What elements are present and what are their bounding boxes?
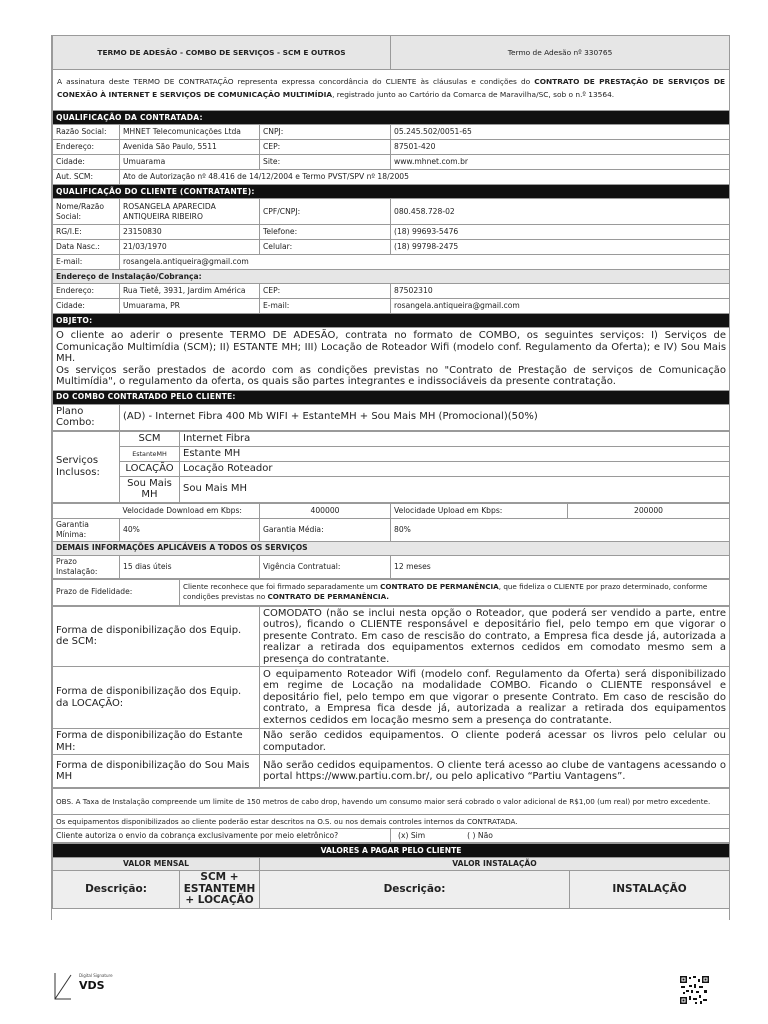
label: Endereço: bbox=[53, 140, 120, 155]
label: Nome/Razão Social: bbox=[53, 199, 120, 225]
label: Vigência Contratual: bbox=[260, 555, 391, 578]
option-sim[interactable]: (x) Sim bbox=[398, 830, 426, 840]
label: Prazo Instalação: bbox=[53, 555, 120, 578]
fidelidade-text: Cliente reconhece que foi firmado separadamente um CONTRATO DE PERMANÊNCIA, que fideliza o CLIENTE por prazo determinado, conforme condições previstas no CONTRATO DE PERMANÊNCIA. bbox=[180, 579, 730, 605]
plano-label: Plano Combo: bbox=[53, 404, 120, 430]
notes-table bbox=[52, 788, 730, 843]
label: Razão Social: bbox=[53, 125, 120, 140]
service-name: Estante MH bbox=[180, 446, 730, 461]
label: RG/I.E: bbox=[53, 225, 120, 240]
intro-paragraph: A assinatura deste TERMO DE CONTRATAÇÃO representa expressa concordância do CLIENTE às cláusulas e condições do CONTRATO DE PRESTAÇÃO DE SERVIÇOS DE CONEXÃO À INTERNET E SERVIÇOS DE COMUNICAÇÃO MULTIMÍDIA, registrado junto ao Cartório da Comarca de Maravilha/SC, sob o n.º 13564. bbox=[53, 70, 730, 111]
signature-frame-icon bbox=[53, 971, 73, 1001]
aut-scm: Ato de Autorização nº 48.416 de 14/12/2004 e Termo PVST/SPV nº 18/2005 bbox=[120, 170, 730, 185]
vel-upload: 200000 bbox=[568, 503, 730, 518]
services-table bbox=[52, 431, 730, 503]
service-code: Sou Mais MH bbox=[120, 476, 180, 502]
label: Garantia Média: bbox=[260, 518, 391, 541]
servicos-label: Serviços Inclusos: bbox=[53, 431, 120, 502]
cliente-nascimento: 21/03/1970 bbox=[120, 240, 260, 255]
term-number: Termo de Adesão nº 330765 bbox=[391, 36, 730, 70]
contract-document bbox=[51, 35, 730, 920]
label: Endereço: bbox=[53, 284, 120, 299]
section-demais: DEMAIS INFORMAÇÕES APLICÁVEIS A TODOS OS SERVIÇOS bbox=[53, 541, 730, 555]
option-nao[interactable]: ( ) Não bbox=[467, 830, 493, 840]
contratada-site: www.mhnet.com.br bbox=[391, 155, 730, 170]
cliente-telefone: (18) 99693-5476 bbox=[391, 225, 730, 240]
garantia-minima: 40% bbox=[120, 518, 260, 541]
service-name: Internet Fibra bbox=[180, 431, 730, 446]
vds-brand: VDS bbox=[79, 979, 105, 992]
service-name: Locação Roteador bbox=[180, 461, 730, 476]
label: E-mail: bbox=[260, 299, 391, 314]
valor-instalacao-header: VALOR INSTALAÇÃO bbox=[260, 858, 730, 871]
scm-label: Forma de disponibilização dos Equip. de SCM: bbox=[53, 606, 260, 667]
soumais-label: Forma de disponibilização do Sou Mais MH bbox=[53, 755, 260, 788]
label: Aut. SCM: bbox=[53, 170, 120, 185]
locacao-label: Forma de disponibilização dos Equip. da LOCAÇÃO: bbox=[53, 667, 260, 729]
cliente-nome: ROSANGELA APARECIDA ANTIQUEIRA RIBEIRO bbox=[120, 199, 260, 225]
estante-text: Não serão cedidos equipamentos. O cliente poderá acessar os livros pelo celular ou computador. bbox=[260, 729, 730, 755]
objeto-text: O cliente ao aderir o presente TERMO DE ADESÃO, contrata no formato de COMBO, os seguintes serviços: I) Serviços de Comunicação Multimídia (SCM); II) ESTANTE MH; III) Locação de Roteador Wifi (modelo conf. Regulamento da Oferta); e IV) Sou Mais MH. Os serviços serão prestados de acordo com as condições previstas no "Contrato de Prestação de serviços de Comunicação Multimídia", o regulamento da oferta, os quais são partes integrantes e indissociáveis da presente contratação. bbox=[53, 328, 730, 391]
fidelidade-table bbox=[52, 579, 730, 606]
label: Data Nasc.: bbox=[53, 240, 120, 255]
qr-code-icon bbox=[680, 976, 709, 1004]
label: E-mail: bbox=[53, 255, 120, 270]
label: Velocidade Upload em Kbps: bbox=[391, 503, 568, 518]
document-title: TERMO DE ADESÃO - COMBO DE SERVIÇOS - SCM E OUTROS bbox=[53, 36, 391, 70]
cobranca-options bbox=[391, 829, 730, 843]
service-code: LOCAÇÃO bbox=[120, 461, 180, 476]
label: Celular: bbox=[260, 240, 391, 255]
combo-description: SCM + ESTANTEMH + LOCAÇÃO bbox=[180, 871, 260, 909]
descricao-mensal: Descrição: bbox=[53, 871, 180, 909]
instalacao-cidade: Umuarama, PR bbox=[120, 299, 260, 314]
equipment-table bbox=[52, 606, 730, 789]
contratada-endereco: Avenida São Paulo, 5511 bbox=[120, 140, 260, 155]
cliente-email: rosangela.antiqueira@gmail.com bbox=[120, 255, 730, 270]
valor-mensal-header: VALOR MENSAL bbox=[53, 858, 260, 871]
plano-combo: (AD) - Internet Fibra 400 Mb WIFI + EstanteMH + Sou Mais MH (Promocional)(50%) bbox=[120, 404, 730, 430]
cliente-rg: 23150830 bbox=[120, 225, 260, 240]
section-combo: DO COMBO CONTRATADO PELO CLIENTE: bbox=[53, 390, 730, 404]
cliente-cpf: 080.458.728-02 bbox=[391, 199, 730, 225]
cnpj: 05.245.502/0051-65 bbox=[391, 125, 730, 140]
section-instalacao: Endereço de Instalação/Cobrança: bbox=[53, 270, 730, 284]
cobranca-label: Cliente autoriza o envio da cobrança exclusivamente por meio eletrônico? bbox=[53, 829, 391, 843]
contratada-cep: 87501-420 bbox=[391, 140, 730, 155]
vigencia: 12 meses bbox=[391, 555, 730, 578]
label: CEP: bbox=[260, 284, 391, 299]
estante-label: Forma de disponibilização do Estante MH: bbox=[53, 729, 260, 755]
speed-table bbox=[52, 503, 730, 579]
razao-social: MHNET Telecomunicações Ltda bbox=[120, 125, 260, 140]
label: Garantia Mínima: bbox=[53, 518, 120, 541]
scm-text: COMODATO (não se inclui nesta opção o Roteador, que poderá ser vendido a parte, entre outros), ficando o CLIENTE responsável e depositário fiel, pelo tempo em que vigorar o presente Contrato. Em caso de rescisão do contrato, a Empresa fica desde já, autorizada a realizar a retirada dos equipamentos externos cedidos em comodato mesmo sem a presença do contratante. bbox=[260, 606, 730, 667]
label: CNPJ: bbox=[260, 125, 391, 140]
section-valores: VALORES A PAGAR PELO CLIENTE bbox=[53, 844, 730, 858]
section-cliente: QUALIFICAÇÃO DO CLIENTE (CONTRATANTE): bbox=[53, 185, 730, 199]
service-code: EstanteMH bbox=[120, 446, 180, 461]
obs-note: OBS. A Taxa de Instalação compreende um limite de 150 metros de cabo drop, havendo um consumo maior será cobrado o valor adicional de R$1,00 (um real) por metro excedente. bbox=[53, 789, 730, 815]
contract-table bbox=[52, 35, 730, 431]
label: CPF/CNPJ: bbox=[260, 199, 391, 225]
signature-small-text: Digital Signature bbox=[79, 973, 113, 978]
soumais-text: Não serão cedidos equipamentos. O cliente terá acesso ao clube de vantagens acessando o portal https://www.partiu.com.br/, ou pelo aplicativo “Partiu Vantagens”. bbox=[260, 755, 730, 788]
section-contratada: QUALIFICAÇÃO DA CONTRATADA: bbox=[53, 111, 730, 125]
label: Telefone: bbox=[260, 225, 391, 240]
label: Site: bbox=[260, 155, 391, 170]
vel-download: 400000 bbox=[260, 503, 391, 518]
digital-signature-logo bbox=[53, 971, 113, 1005]
label: Prazo de Fidelidade: bbox=[53, 579, 180, 605]
descricao-instalacao: Descrição: bbox=[260, 871, 570, 909]
locacao-text: O equipamento Roteador Wifi (modelo conf. Regulamento da Oferta) será disponibilizado em regime de Locação na modalidade COMBO. Ficando o CLIENTE responsável e depositário fiel, pelo tempo em que vigorar o presente Contrato. Em caso de rescisão do contrato, a Empresa fica desde já, autorizada a realizar a retirada dos equipamentos externos cedidos em locação mesmo sem a presença do contratante. bbox=[260, 667, 730, 729]
equip-note: Os equipamentos disponibilizados ao cliente poderão estar descritos na O.S. ou nos demais controles internos da CONTRATADA. bbox=[53, 815, 730, 829]
service-name: Sou Mais MH bbox=[180, 476, 730, 502]
instalacao-email: rosangela.antiqueira@gmail.com bbox=[391, 299, 730, 314]
label: Velocidade Download em Kbps: bbox=[120, 503, 260, 518]
service-code: SCM bbox=[120, 431, 180, 446]
section-objeto: OBJETO: bbox=[53, 314, 730, 328]
label: CEP: bbox=[260, 140, 391, 155]
instalacao-header: INSTALAÇÃO bbox=[570, 871, 730, 909]
label: Cidade: bbox=[53, 299, 120, 314]
cliente-celular: (18) 99798-2475 bbox=[391, 240, 730, 255]
prazo-instalacao: 15 dias úteis bbox=[120, 555, 260, 578]
garantia-media: 80% bbox=[391, 518, 730, 541]
instalacao-cep: 87502310 bbox=[391, 284, 730, 299]
valores-table bbox=[52, 843, 730, 909]
label: Cidade: bbox=[53, 155, 120, 170]
instalacao-endereco: Rua Tietê, 3931, Jardim América bbox=[120, 284, 260, 299]
contratada-cidade: Umuarama bbox=[120, 155, 260, 170]
